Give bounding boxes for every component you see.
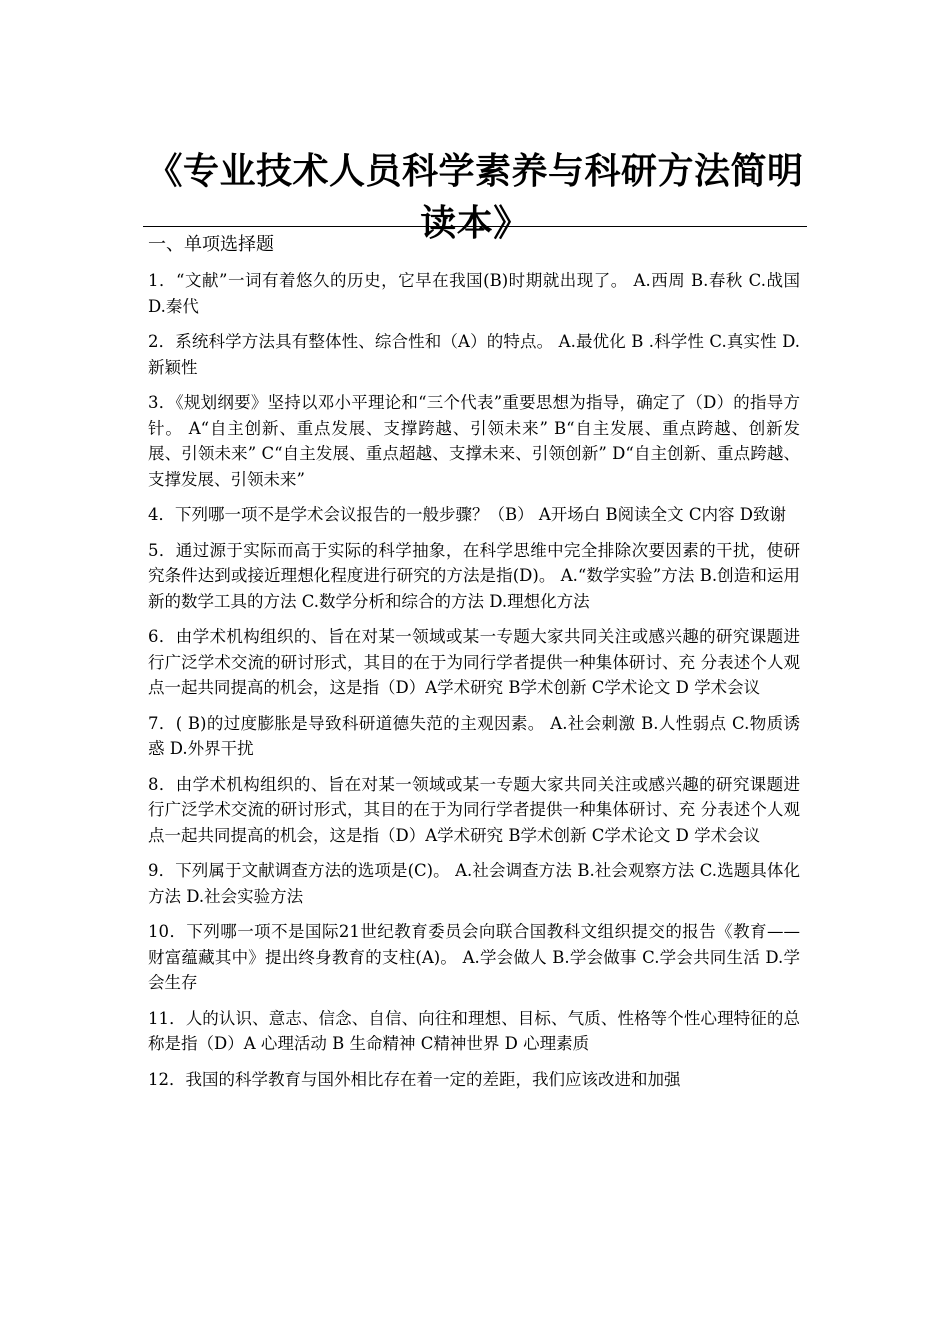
question-item: 2．系统科学方法具有整体性、综合性和（A）的特点。 A.最优化 B .科学性 C.真实性 D.新颖性 xyxy=(148,332,800,377)
title-divider xyxy=(143,226,807,227)
question-item: 5．通过源于实际而高于实际的科学抽象，在科学思维中完全排除次要因素的干扰，使研究条件达到或接近理想化程度进行研究的方法是指(D)。 A.“数学实验”方法 B.创造和运用新的数学工具的方法 C.数学分析和综合的方法 D.理想化方法 xyxy=(148,540,800,611)
question-item: 9．下列属于文献调查方法的选项是(C)。 A.社会调查方法 B.社会观察方法 C.选题具体化方法 D.社会实验方法 xyxy=(148,861,800,906)
question-item: 1．“文献”一词有着悠久的历史，它早在我国(B)时期就出现了。 A.西周 B.春秋 C.战国 D.秦代 xyxy=(148,271,800,316)
question-item: 7．( B)的过度膨胀是导致科研道德失范的主观因素。 A.社会刺激 B.人性弱点 C.物质诱惑 D.外界干扰 xyxy=(148,713,800,758)
question-item: 4．下列哪一项不是学术会议报告的一般步骤？（B） A开场白 B阅读全文 C内容 D致谢 xyxy=(148,505,786,524)
question-item: 8．由学术机构组织的、旨在对某一领域或某一专题大家共同关注或感兴趣的研究课题进行广泛学术交流的研讨形式，其目的在于为同行学者提供一种集体研讨、充 分表述个人观点一起共同提高的机会，这是指（D）A学术研究 B学术创新 C学术论文 D 学术会议 xyxy=(148,774,800,845)
question-item: 11．人的认识、意志、信念、自信、向往和理想、目标、气质、性格等个性心理特征的总称是指（D）A 心理活动 B 生命精神 C精神世界 D 心理素质 xyxy=(148,1008,800,1053)
document-body xyxy=(148,232,800,1102)
question-item: 10．下列哪一项不是国际21世纪教育委员会向联合国教科文组织提交的报告《教育——财富蕴藏其中》提出终身教育的支柱(A)。 A.学会做人 B.学会做事 C.学会共同生活 D.学会生存 xyxy=(148,922,800,992)
question-item: 3．《规划纲要》坚持以邓小平理论和“三个代表”重要思想为指导，确定了（D）的指导方针。 A“自主创新、重点发展、支撑跨越、引领未来” B“自主发展、重点跨越、创新发展、引领未来” C“自主发展、重点超越、支撑未来、引领创新” D“自主创新、重点跨越、支撑发展、引领未来” xyxy=(148,393,800,489)
document-title: 《专业技术人员科学素养与科研方法简明读本》 xyxy=(146,151,804,245)
section-heading: 一、单项选择题 xyxy=(148,234,274,255)
question-item: 6．由学术机构组织的、旨在对某一领域或某一专题大家共同关注或感兴趣的研究课题进行广泛学术交流的研讨形式，其目的在于为同行学者提供一种集体研讨、充 分表述个人观点一起共同提高的机会，这是指（D）A学术研究 B学术创新 C学术论文 D 学术会议 xyxy=(148,627,800,697)
question-item: 12．我国的科学教育与国外相比存在着一定的差距，我们应该改进和加强 xyxy=(148,1069,681,1089)
